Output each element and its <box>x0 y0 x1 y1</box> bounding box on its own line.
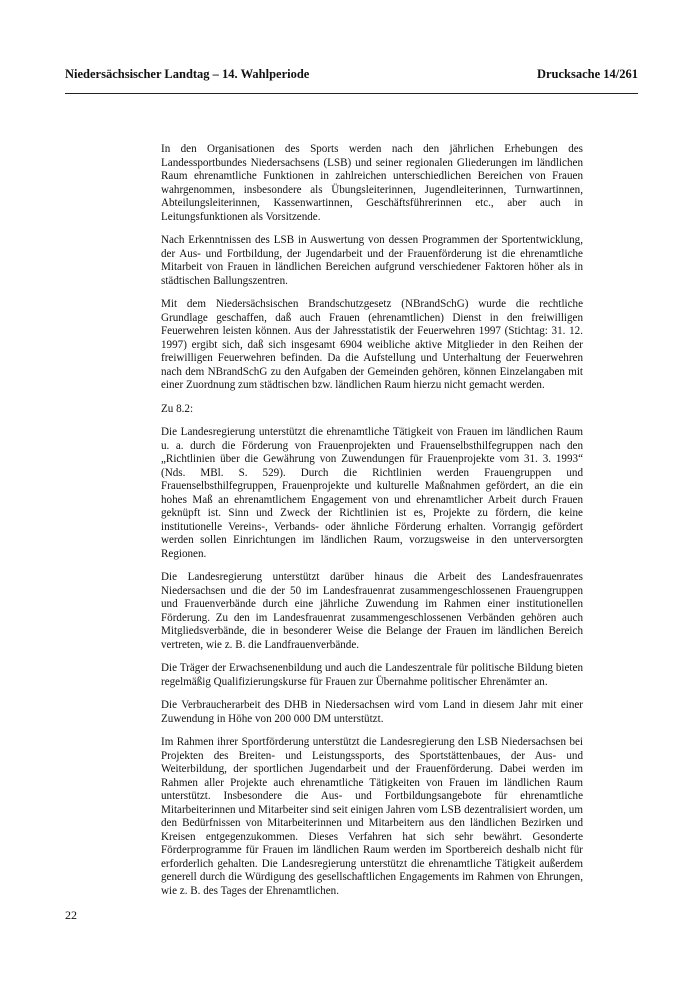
header-title: Niedersächsischer Landtag – 14. Wahlperiode <box>65 67 310 81</box>
header-rule <box>65 93 638 94</box>
paragraph-sport-funding: Im Rahmen ihrer Sportförderung unterstützt die Landesregierung den LSB Niedersachsen bei Projekten des Breiten- und Leistungssports, des Sportstättenbaues, der Aus- und Weiterbildung, der sportlichen Jugendarbeit und der Frauenförderung. Dabei werden im Rahmen aller Projekte auch ehrenamtliche Tätigkeiten von Frauen im ländlichen Raum unterstützt. Insbesondere die Aus- und Fortbildungsangebote für ehrenamtliche Mitarbeiterinnen und Mitarbeiter sind seit einigen Jahren vom LSB dezentralisiert worden, um den Bedürfnissen von Mitarbeiterinnen und Mitarbeitern aus den ländlichen Bezirken und Kreisen entgegenzukommen. Dieses Verfahren hat sich sehr bewährt. Gesonderte Förderprogramme für Frauen im ländlichen Raum werden im Sportbereich deshalb nicht für erforderlich gehalten. Die Landesregierung unterstützt die ehrenamtliche Tätigkeit außerdem generell durch die Würdigung des gesellschaftlichen Engagements im Rahmen von Ehrungen, wie z. B. des Tages der Ehrenamtlichen. <box>161 736 583 897</box>
paragraph-women-projects: Die Landesregierung unterstützt die ehrenamtliche Tätigkeit von Frauen im ländlichen Raum u. a. durch die Förderung von Frauenprojekten und Frauenselbsthilfegruppen nach den „Richtlinien über die Gewährung von Zuwendungen für Frauenprojekte vom 31. 3. 1993“ (Nds. MBl. S. 529). Durch die Richtlinien werden Frauengruppen und Frauenselbsthilfegruppen, Frauenprojekte und kulturelle Maßnahmen gefördert, an die ein hohes Maß an ehrenamtlichem Engagement von und ehrenamtlicher Arbeit durch Frauen geknüpft ist. Sinn und Zweck der Richtlinien ist es, Projekte zu fördern, die keine institutionelle Vereins-, Verbands- oder ähnliche Förderung erhalten. Vorrangig gefördert werden sollen Einrichtungen im ländlichen Raum, vorzugsweise in den unterversorgten Regionen. <box>161 426 583 560</box>
paragraph-adult-education: Die Träger der Erwachsenenbildung und auch die Landeszentrale für politische Bildung bieten regelmäßig Qualifizierungskurse für Frauen zur Übernahme politischer Ehrenämter an. <box>161 662 583 688</box>
paragraph-fire-brigades: Mit dem Niedersächsischen Brandschutzgesetz (NBrandSchG) wurde die rechtliche Grundlage geschaffen, daß auch Frauen (ehrenamtlichen) Dienst in den freiwilligen Feuerwehren leisten können. Aus der Jahresstatistik der Feuerwehren 1997 (Stichtag: 31. 12. 1997) ergibt sich, daß sich insgesamt 6904 weibliche aktive Mitglieder in den Reihen der freiwilligen Feuerwehren befinden. Da die Aufstellung und Unterhaltung der Feuerwehren nach dem NBrandSchG zu den Aufgaben der Gemeinden gehören, können Einzelangaben mit einer Zuordnung zum städtischen bzw. ländlichen Raum hierzu nicht gemacht werden. <box>161 298 583 391</box>
paragraph-dhb-consumer: Die Verbraucherarbeit des DHB in Niedersachsen wird vom Land in diesem Jahr mit einer Zuwendung in Höhe von 200 000 DM unterstützt. <box>161 699 583 725</box>
page-header <box>65 67 638 87</box>
page-number: 22 <box>65 908 77 922</box>
paragraph-sport-organisations: In den Organisationen des Sports werden nach den jährlichen Erhebungen des Landessportbundes Niedersachsens (LSB) und seiner regionalen Gliederungen im ländlichen Raum ehrenamtliche Funktionen in zahlreichen unterschiedlichen Bereichen von Frauen wahrgenommen, insbesondere als Übungsleiterinnen, Jugendleiterinnen, Turnwartinnen, Abteilungsleiterinnen, Kassenwartinnen, Geschäftsführerinnen etc., aber auch in Leitungsfunktionen als Vorsitzende. <box>161 143 583 223</box>
section-heading-8-2: Zu 8.2: <box>161 402 194 415</box>
body-text <box>161 143 583 908</box>
paragraph-lsb-findings: Nach Erkenntnissen des LSB in Auswertung von dessen Programmen der Sportentwicklung, der Aus- und Fortbildung, der Jugendarbeit und der Frauenförderung ist die ehrenamtliche Mitarbeit von Frauen in ländlichen Bereichen aufgrund verschiedener Faktoren höher als in städtischen Ballungszentren. <box>161 234 583 287</box>
header-document-number: Drucksache 14/261 <box>536 67 638 81</box>
paragraph-landesfrauenrat: Die Landesregierung unterstützt darüber hinaus die Arbeit des Landesfrauenrates Niedersachsen und die der 50 im Landesfrauenrat zusammengeschlossenen Frauengruppen und Frauenverbände durch eine jährliche Zuwendung im Rahmen einer institutionellen Förderung. Zu den im Landesfrauenrat zusammengeschlossenen Verbänden gehören auch Mitgliedsverbände, die in besonderer Weise die Belange der Frauen im ländlichen Bereich vertreten, wie z. B. die Landfrauenverbände. <box>161 571 583 651</box>
